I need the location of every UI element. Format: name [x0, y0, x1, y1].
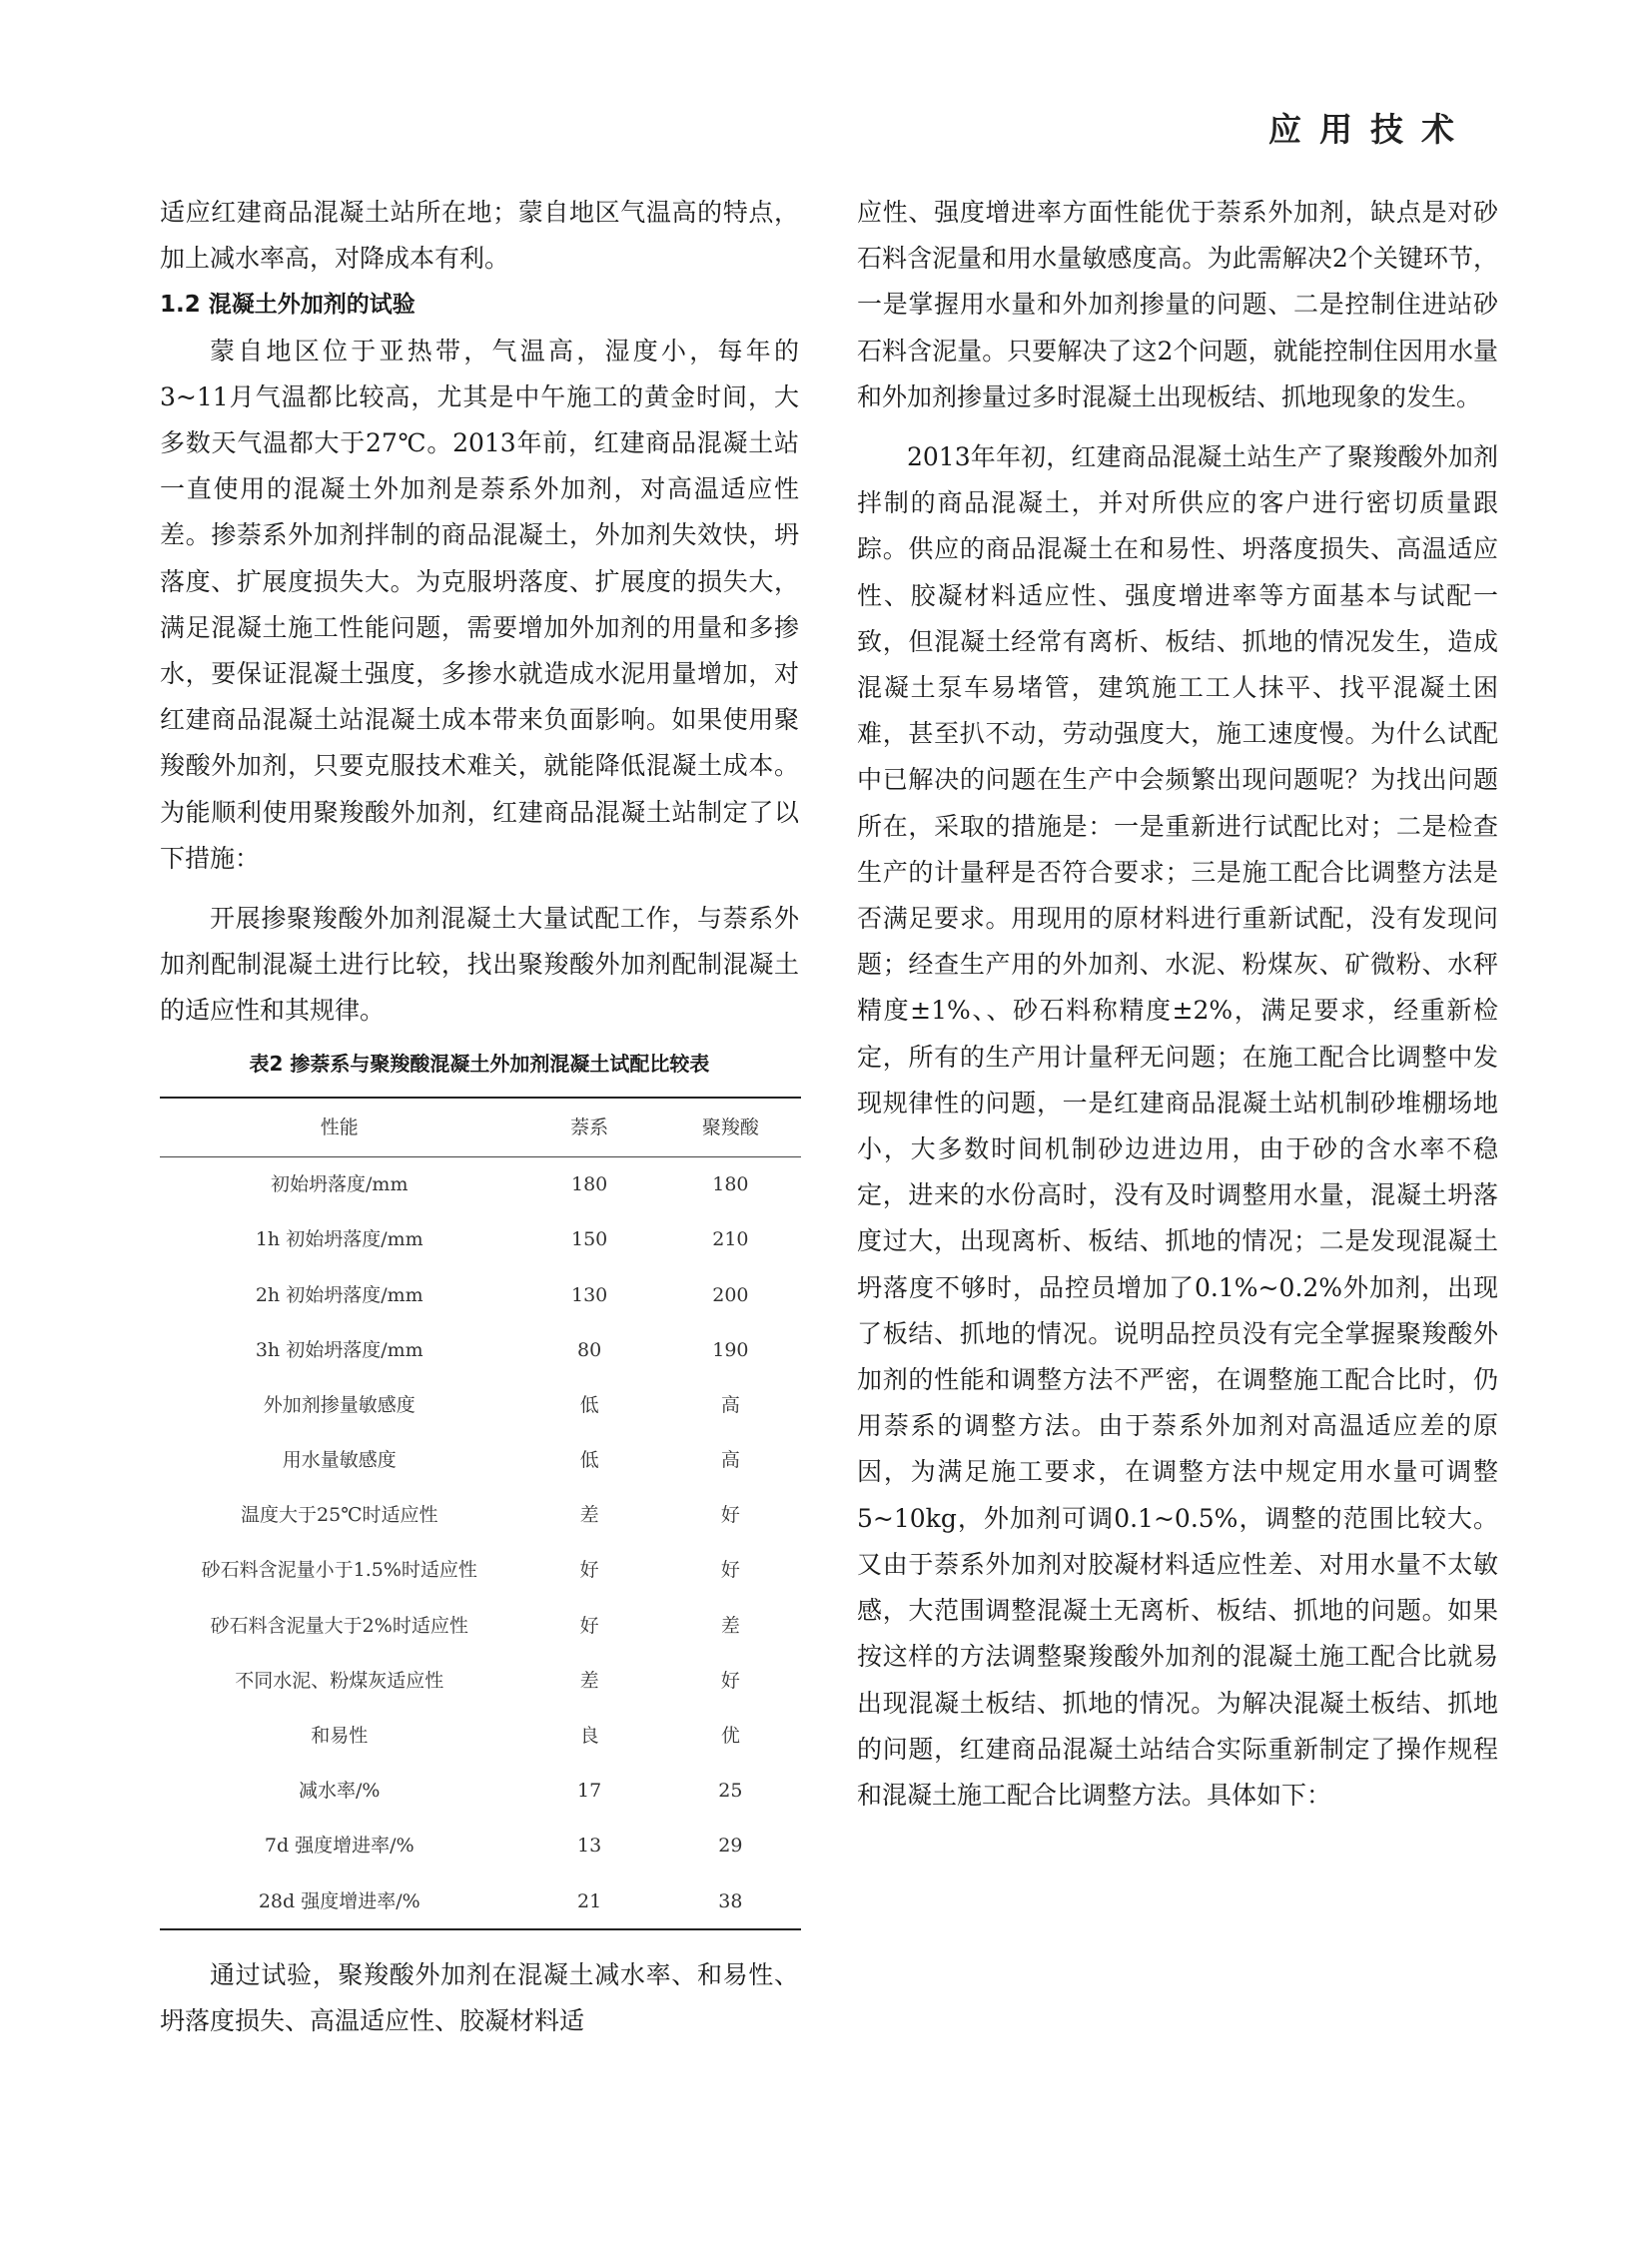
right-column — [857, 190, 1498, 1819]
table-row — [160, 1873, 801, 1929]
property-cell: 温度大于25℃时适应性 — [241, 1504, 438, 1527]
naphthalene-value-cell: 好 — [579, 1559, 599, 1582]
polycarboxylate-value-cell: 180 — [712, 1173, 749, 1196]
naphthalene-value-cell: 良 — [579, 1725, 599, 1748]
table-row — [160, 1433, 801, 1488]
naphthalene-value-cell: 17 — [577, 1780, 602, 1803]
table-row — [160, 1819, 801, 1873]
property-cell: 和易性 — [311, 1725, 369, 1748]
polycarboxylate-value-cell: 优 — [720, 1725, 740, 1748]
section-heading: 1.2 混凝土外加剂的试验 — [160, 292, 415, 319]
property-cell: 不同水泥、粉煤灰适应性 — [235, 1669, 444, 1692]
polycarboxylate-value-cell: 25 — [718, 1780, 743, 1803]
property-cell: 用水量敏感度 — [282, 1449, 397, 1472]
polycarboxylate-value-cell: 38 — [660, 1873, 801, 1929]
table-row — [160, 1709, 801, 1764]
polycarboxylate-value-cell: 好 — [720, 1504, 740, 1527]
comparison-table — [160, 1097, 801, 1931]
paragraph: 应性、强度增进率方面性能优于萘系外加剂，缺点是对砂石料含泥量和用水量敏感度高。为此需解决2个关键环节，一是掌握用水量和外加剂掺量的问题、二是控制住进站砂石料含泥量。只要解决了这2个问题，就能控制住因用水量和外加剂掺量过多时混凝土出现板结、抓地现象的发生。 — [857, 198, 1498, 411]
table-row — [160, 1653, 801, 1708]
naphthalene-value-cell: 低 — [579, 1393, 599, 1416]
naphthalene-value-cell: 差 — [579, 1669, 599, 1692]
polycarboxylate-value-cell: 29 — [718, 1835, 743, 1858]
table-body — [160, 1156, 801, 1929]
polycarboxylate-value-cell: 210 — [712, 1228, 749, 1251]
property-cell: 外加剂掺量敏感度 — [263, 1393, 415, 1416]
column-header: 萘系 — [519, 1098, 660, 1157]
table-row — [160, 1764, 801, 1819]
property-cell: 减水率/% — [299, 1780, 381, 1803]
table-caption: 表2 掺萘系与聚羧酸混凝土外加剂混凝土试配比较表 — [249, 1051, 710, 1076]
polycarboxylate-value-cell: 高 — [720, 1449, 740, 1472]
property-cell: 初始坍落度/mm — [271, 1173, 409, 1196]
naphthalene-value-cell: 好 — [579, 1614, 599, 1637]
naphthalene-value-cell: 80 — [577, 1338, 602, 1361]
running-header: 应用技术 — [1268, 110, 1472, 149]
polycarboxylate-value-cell: 200 — [712, 1283, 749, 1306]
naphthalene-value-cell: 低 — [579, 1449, 599, 1472]
table-row — [160, 1267, 801, 1322]
property-cell: 砂石料含泥量小于1.5%时适应性 — [201, 1559, 477, 1582]
naphthalene-value-cell: 130 — [571, 1283, 608, 1306]
table-row — [160, 1156, 801, 1212]
table-row — [160, 1212, 801, 1267]
polycarboxylate-value-cell: 190 — [712, 1338, 749, 1361]
table-row — [160, 1488, 801, 1543]
column-header: 性能 — [160, 1098, 519, 1157]
naphthalene-value-cell: 差 — [579, 1504, 599, 1527]
polycarboxylate-value-cell: 高 — [720, 1393, 740, 1416]
table-row — [160, 1543, 801, 1598]
paragraph: 适应红建商品混凝土站所在地；蒙自地区气温高的特点，加上减水率高，对降成本有利。 — [160, 198, 799, 274]
paragraph: 蒙自地区位于亚热带，气温高，湿度小，每年的3~11月气温都比较高，尤其是中午施工的黄金时间，大多数天气温都大于27℃。2013年前，红建商品混凝土站一直使用的混凝土外加剂是萘系外加剂，对高温适应性差。掺萘系外加剂拌制的商品混凝土，外加剂失效快，坍落度、扩展度损失大。为克服坍落度、扩展度的损失大，满足混凝土施工性能问题，需要增加外加剂的用量和多掺水，要保证混凝土强度，多掺水就造成水泥用量增加，对红建商品混凝土站混凝土成本带来负面影响。如果使用聚羧酸外加剂，只要克服技术难关，就能降低混凝土成本。为能顺利使用聚羧酸外加剂，红建商品混凝土站制定了以下措施： — [160, 336, 799, 873]
property-cell: 1h 初始坍落度/mm — [255, 1228, 423, 1251]
paragraph: 2013年年初，红建商品混凝土站生产了聚羧酸外加剂拌制的商品混凝土，并对所供应的客户进行密切质量跟踪。供应的商品混凝土在和易性、坍落度损失、高温适应性、胶凝材料适应性、强度增进率等方面基本与试配一致，但混凝土经常有离析、板结、抓地的情况发生，造成混凝土泵车易堵管，建筑施工工人抹平、找平混凝土困难，甚至扒不动，劳动强度大，施工速度慢。为什么试配中已解决的问题在生产中会频繁出现问题呢？为找出问题所在，采取的措施是：一是重新进行试配比对；二是检查生产的计量秤是否符合要求；三是施工配合比调整方法是否满足要求。用现用的原材料进行重新试配，没有发现问题；经查生产用的外加剂、水泥、粉煤灰、矿微粉、水秤精度±1%、、砂石料称精度±2%，满足要求，经重新检定，所有的生产用计量秤无问题；在施工配合比调整中发现规律性的问题，一是红建商品混凝土站机制砂堆棚场地小，大多数时间机制砂边进边用，由于砂的含水率不稳定，进来的水份高时，没有及时调整用水量，混凝土坍落度过大，出现离析、板结、抓地的情况；二是发现混凝土坍落度不够时，品控员增加了0.1%~0.2%外加剂，出现了板结、抓地的情况。说明品控员没有完全掌握聚羧酸外加剂的性能和调整方法不严密，在调整施工配合比时，仍用萘系的调整方法。由于萘系外加剂对高温适应差的原因，为满足施工要求，在调整方法中规定用水量可调整5~10kg，外加剂可调0.1~0.5%，调整的范围比较大。又由于萘系外加剂对胶凝材料适应性差、对用水量不太敏感，大范围调整混凝土无离析、板结、抓地的问题。如果按这样的方法调整聚羧酸外加剂的混凝土施工配合比就易出现混凝土板结、抓地的情况。为解决混凝土板结、抓地的问题，红建商品混凝土站结合实际重新制定了操作规程和混凝土施工配合比调整方法。具体如下： — [857, 442, 1498, 1810]
naphthalene-value-cell: 13 — [577, 1835, 602, 1858]
property-cell: 3h 初始坍落度/mm — [255, 1338, 423, 1361]
table-row — [160, 1598, 801, 1653]
paragraph: 通过试验，聚羧酸外加剂在混凝土减水率、和易性、坍落度损失、高温适应性、胶凝材料适 — [160, 1960, 799, 2036]
polycarboxylate-value-cell: 好 — [720, 1559, 740, 1582]
naphthalene-value-cell: 150 — [571, 1228, 608, 1251]
table-header-row — [160, 1098, 801, 1157]
property-cell: 2h 初始坍落度/mm — [255, 1283, 423, 1306]
property-cell: 砂石料含泥量大于2%时适应性 — [210, 1614, 468, 1637]
polycarboxylate-value-cell: 好 — [720, 1669, 740, 1692]
table-row — [160, 1377, 801, 1432]
property-cell: 7d 强度增进率/% — [264, 1835, 414, 1858]
column-header: 聚羧酸 — [660, 1098, 801, 1157]
polycarboxylate-value-cell: 差 — [720, 1614, 740, 1637]
left-column — [160, 190, 799, 2045]
naphthalene-value-cell: 180 — [571, 1173, 608, 1196]
naphthalene-value-cell: 21 — [519, 1873, 660, 1929]
property-cell: 28d 强度增进率/% — [160, 1873, 519, 1929]
table-row — [160, 1322, 801, 1377]
paragraph: 开展掺聚羧酸外加剂混凝土大量试配工作，与萘系外加剂配制混凝土进行比较，找出聚羧酸外加剂配制混凝土的适应性和其规律。 — [160, 904, 799, 1026]
